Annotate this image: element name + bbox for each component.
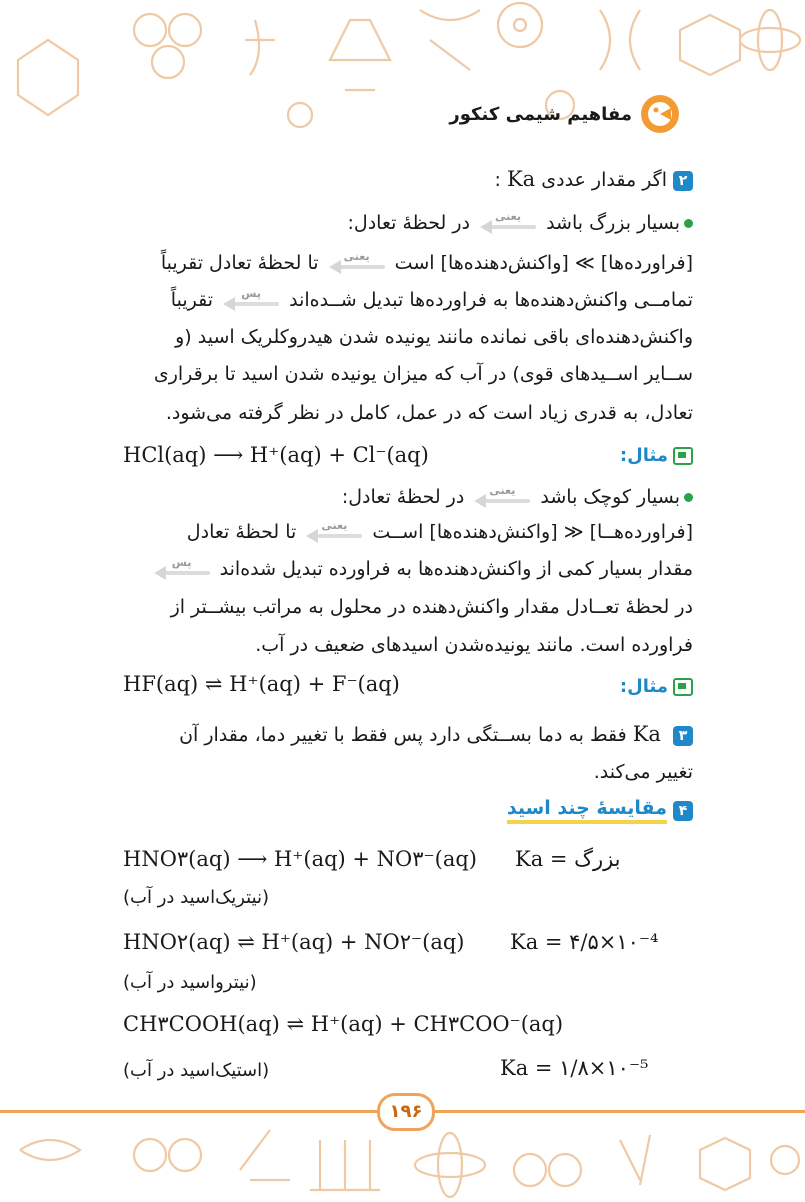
large-line2-a: تمامــی واکنش‌دهنده‌ها به فراورده‌ها تبدیل شــده‌اند: [289, 289, 693, 311]
decorative-chemistry-background-top: [0, 0, 805, 140]
arrow-label: یعنی: [343, 249, 370, 263]
small-bullet-text: بسیار کوچک باشد: [540, 486, 680, 508]
large-bullet-line: [113, 210, 693, 236]
large-line1-b: تا لحظهٔ تعادل تقریباً: [160, 252, 319, 274]
arrow-label: یعنی: [489, 483, 516, 497]
small-line2: [113, 556, 693, 582]
item4-heading: [507, 797, 693, 824]
item2-ka: Ka: [506, 167, 536, 191]
large-bullet-after: در لحظهٔ تعادل:: [347, 212, 470, 234]
arrow-icon: [306, 518, 362, 541]
small-line1: [113, 519, 693, 545]
item4-title: مقایسهٔ چند اسید: [507, 797, 667, 824]
arrow-label: پس: [171, 555, 192, 569]
page-number: ۱۹۶: [377, 1093, 435, 1131]
example-label-text: مثال:: [619, 676, 668, 697]
item4-number: ۴: [673, 801, 693, 821]
equation-hf: HF(aq) ⇌ H⁺(aq) + F⁻(aq): [123, 672, 400, 696]
header-title: مفاهیم شیمی کنکور: [449, 103, 632, 125]
large-line4: ســایر اســیدهای قوی) در آب که میزان یونیده شدن اسید تا برقراری: [153, 363, 693, 385]
item3-number: ۳: [673, 726, 693, 746]
large-line1-a: [فراورده‌ها] ≫ [واکنش‌دهنده‌ها] است: [394, 252, 693, 274]
arrow-label: یعنی: [321, 518, 348, 532]
equation-ch3cooh: CH۳COOH(aq) ⇌ H⁺(aq) + CH۳COO⁻(aq): [123, 1012, 564, 1036]
equation-ch3cooh-k: Ka = ۱/۸×۱۰⁻⁵: [500, 1056, 649, 1080]
equation-hno3: HNO۳(aq) ⟶ H⁺(aq) + NO۳⁻(aq): [123, 847, 477, 871]
equation-hcl: HCl(aq) ⟶ H⁺(aq) + Cl⁻(aq): [123, 443, 429, 467]
example-icon: [673, 678, 693, 696]
note-hno2: (نیترواسید در آب): [123, 972, 257, 993]
small-line3: در لحظهٔ تعــادل مقدار واکنش‌دهنده در محلول به مراتب بیشــتر از: [170, 596, 693, 618]
large-line2: [113, 287, 693, 313]
note-ch3cooh: (استیک‌اسید در آب): [123, 1060, 270, 1081]
large-line2-b: تقریباً: [170, 289, 213, 311]
arrow-label: یعنی: [495, 209, 521, 223]
arrow-icon: [223, 286, 279, 309]
green-bullet-icon: [684, 219, 693, 228]
example-icon: [673, 447, 693, 465]
large-line1: [113, 250, 693, 276]
item3-line1: [113, 721, 693, 748]
arrow-icon: [329, 249, 385, 272]
item2-number: ۲: [673, 171, 693, 191]
chapter-header: [449, 94, 680, 134]
small-line1-b: تا لحظهٔ تعادل: [186, 521, 297, 543]
item3-text: فقط به دما بســتگی دارد پس فقط با تغییر دما، مقدار آن: [179, 724, 627, 746]
small-line1-a: [فراورده‌هــا] ≪ [واکنش‌دهنده‌ها] اســت: [372, 521, 693, 543]
note-hno3: (نیتریک‌اسید در آب): [123, 887, 270, 908]
green-bullet-icon: [684, 493, 693, 502]
small-line4: فراورده است. مانند یونیده‌شدن اسیدهای ضعیف در آب.: [255, 634, 693, 656]
item2-heading: [113, 166, 693, 193]
example-label: [620, 445, 693, 466]
small-bullet-after: در لحظهٔ تعادل:: [341, 486, 465, 508]
large-bullet-text: بسیار بزرگ باشد: [546, 212, 680, 234]
arrow-icon: [154, 555, 210, 578]
item3-line2: تغییر می‌کند.: [593, 761, 693, 783]
large-line5: تعادل، به قدری زیاد است که در عمل، کامل در نظر گرفته می‌شود.: [165, 402, 693, 424]
item3-ka: Ka: [632, 722, 661, 746]
arrow-icon: [474, 483, 530, 506]
small-line2-a: مقدار بسیار کمی از واکنش‌دهنده‌ها به فراورده تبدیل شده‌اند: [219, 558, 693, 580]
large-line3: واکنش‌دهنده‌ای باقی نمانده مانند یونیده شدن هیدروکلریک اسید (و: [175, 326, 693, 348]
item2-colon: :: [494, 169, 501, 191]
arrow-label: پس: [241, 286, 261, 300]
item2-text: اگر مقدار عددی: [541, 169, 667, 191]
example-label-text: مثال:: [619, 445, 668, 466]
logo-icon: [640, 94, 680, 134]
arrow-icon: [480, 209, 536, 232]
equation-hno2-k: Ka = ۴/۵×۱۰⁻⁴: [510, 930, 659, 954]
equation-hno3-k: Ka = بزرگ: [515, 847, 621, 871]
example-label-2: [620, 676, 693, 697]
equation-hno2: HNO۲(aq) ⇌ H⁺(aq) + NO۲⁻(aq): [123, 930, 465, 954]
small-bullet-line: [113, 484, 693, 510]
